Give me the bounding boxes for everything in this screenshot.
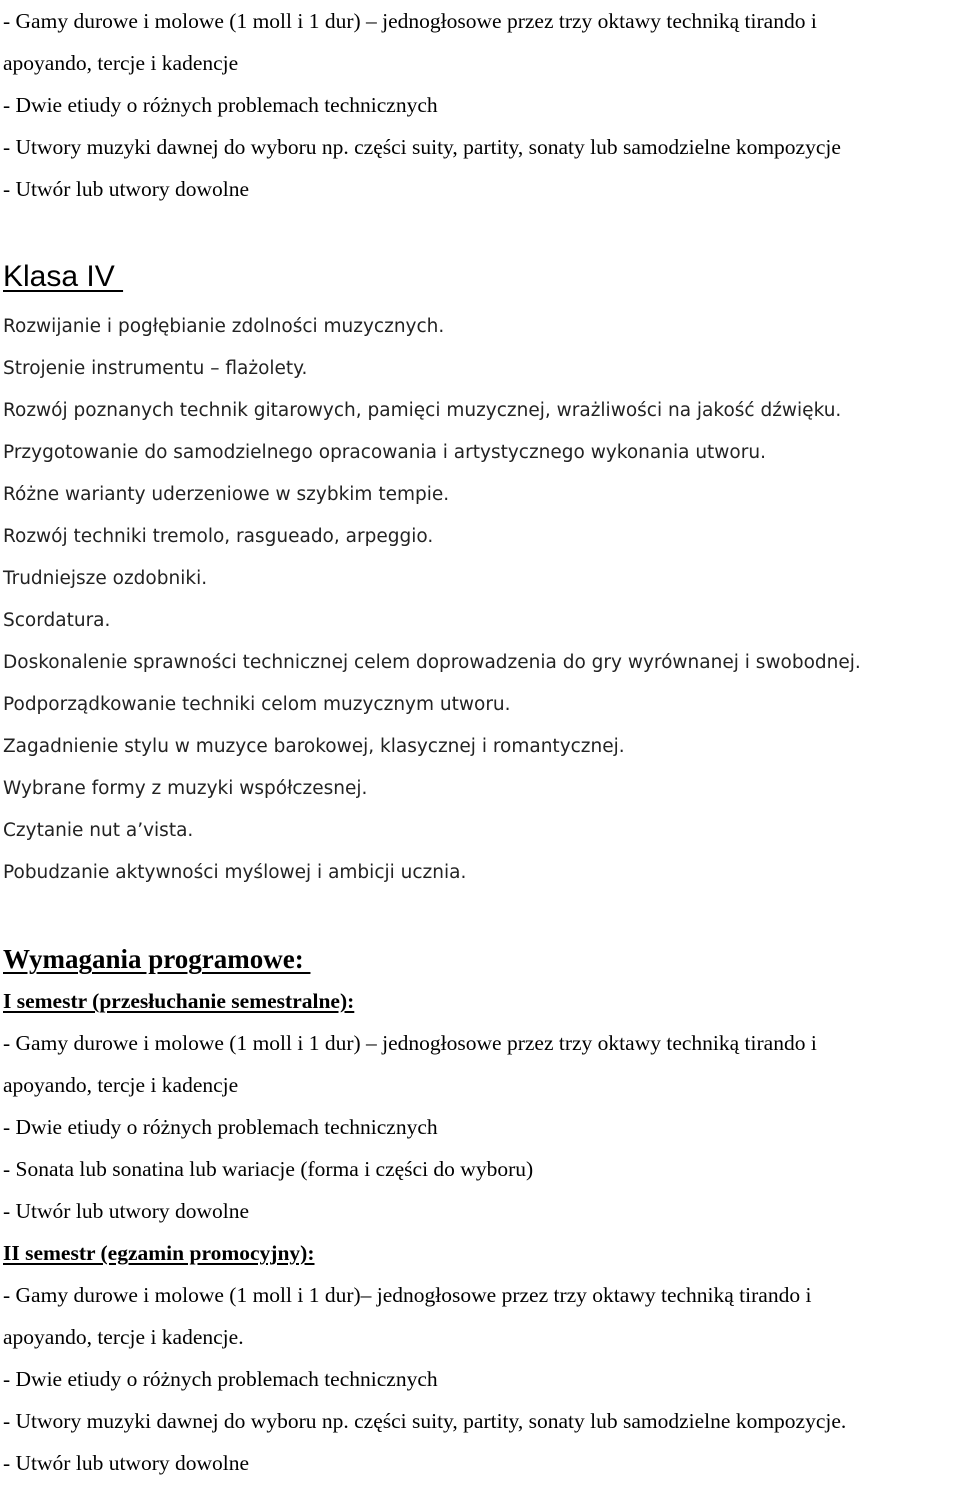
list-item: apoyando, tercje i kadencje xyxy=(3,51,239,75)
list-item: Różne warianty uderzeniowe w szybkim tempie. xyxy=(3,484,450,505)
list-item: Rozwój techniki tremolo, rasgueado, arpeggio. xyxy=(3,526,434,547)
list-item: Trudniejsze ozdobniki. xyxy=(3,568,208,589)
list-item: Czytanie nut a’vista. xyxy=(3,820,194,841)
semester-1-block xyxy=(3,980,960,1232)
list-item: Zagadnienie stylu w muzyce barokowej, klasycznej i romantycznej. xyxy=(3,736,625,757)
list-item: Scordatura. xyxy=(3,610,111,631)
semester-heading: II semestr (egzamin promocyjny): xyxy=(3,1241,315,1265)
section-heading-klasa: Klasa IV xyxy=(3,260,124,293)
list-item: Rozwój poznanych technik gitarowych, pamięci muzycznej, wrażliwości na jakość dźwięku. xyxy=(3,400,842,421)
semester-2-block xyxy=(3,1232,960,1484)
list-item: apoyando, tercje i kadencje. xyxy=(3,1325,244,1349)
list-item: Przygotowanie do samodzielnego opracowania i artystycznego wykonania utworu. xyxy=(3,442,766,463)
list-item: - Utwór lub utwory dowolne xyxy=(3,1451,250,1475)
list-item: - Utwór lub utwory dowolne xyxy=(3,177,250,201)
list-item: - Sonata lub sonatina lub wariacje (forma i części do wyboru) xyxy=(3,1157,534,1181)
list-item: - Dwie etiudy o różnych problemach technicznych xyxy=(3,1115,438,1139)
list-item: - Utwory muzyki dawnej do wyboru np. części suity, partity, sonaty lub samodzielne kompozycje xyxy=(3,135,841,159)
list-item: Rozwijanie i pogłębianie zdolności muzycznych. xyxy=(3,316,445,337)
list-item: Doskonalenie sprawności technicznej celem doprowadzenia do gry wyrównanej i swobodnej. xyxy=(3,652,861,673)
list-item: - Utwór lub utwory dowolne xyxy=(3,1199,250,1223)
list-item: apoyando, tercje i kadencje xyxy=(3,1073,239,1097)
list-item: - Gamy durowe i molowe (1 moll i 1 dur) – jednogłosowe przez trzy oktawy techniką tirando i xyxy=(3,9,817,33)
list-item: Podporządkowanie techniki celom muzycznym utworu. xyxy=(3,694,511,715)
semester-heading: I semestr (przesłuchanie semestralne): xyxy=(3,989,355,1013)
list-item: Strojenie instrumentu – flażolety. xyxy=(3,358,308,379)
list-item: Pobudzanie aktywności myślowej i ambicji ucznia. xyxy=(3,862,467,883)
top-requirements-list xyxy=(3,0,960,210)
section-heading-wymagania: Wymagania programowe: xyxy=(3,944,311,974)
list-item: - Gamy durowe i molowe (1 moll i 1 dur) – jednogłosowe przez trzy oktawy techniką tirando i xyxy=(3,1031,817,1055)
list-item: Wybrane formy z muzyki współczesnej. xyxy=(3,778,368,799)
list-item: - Dwie etiudy o różnych problemach technicznych xyxy=(3,93,438,117)
list-item: - Utwory muzyki dawnej do wyboru np. części suity, partity, sonaty lub samodzielne kompozycje. xyxy=(3,1409,847,1433)
list-item: - Dwie etiudy o różnych problemach technicznych xyxy=(3,1367,438,1391)
klasa-goals-list xyxy=(3,306,960,894)
list-item: - Gamy durowe i molowe (1 moll i 1 dur)– jednogłosowe przez trzy oktawy techniką tirando i xyxy=(3,1283,812,1307)
